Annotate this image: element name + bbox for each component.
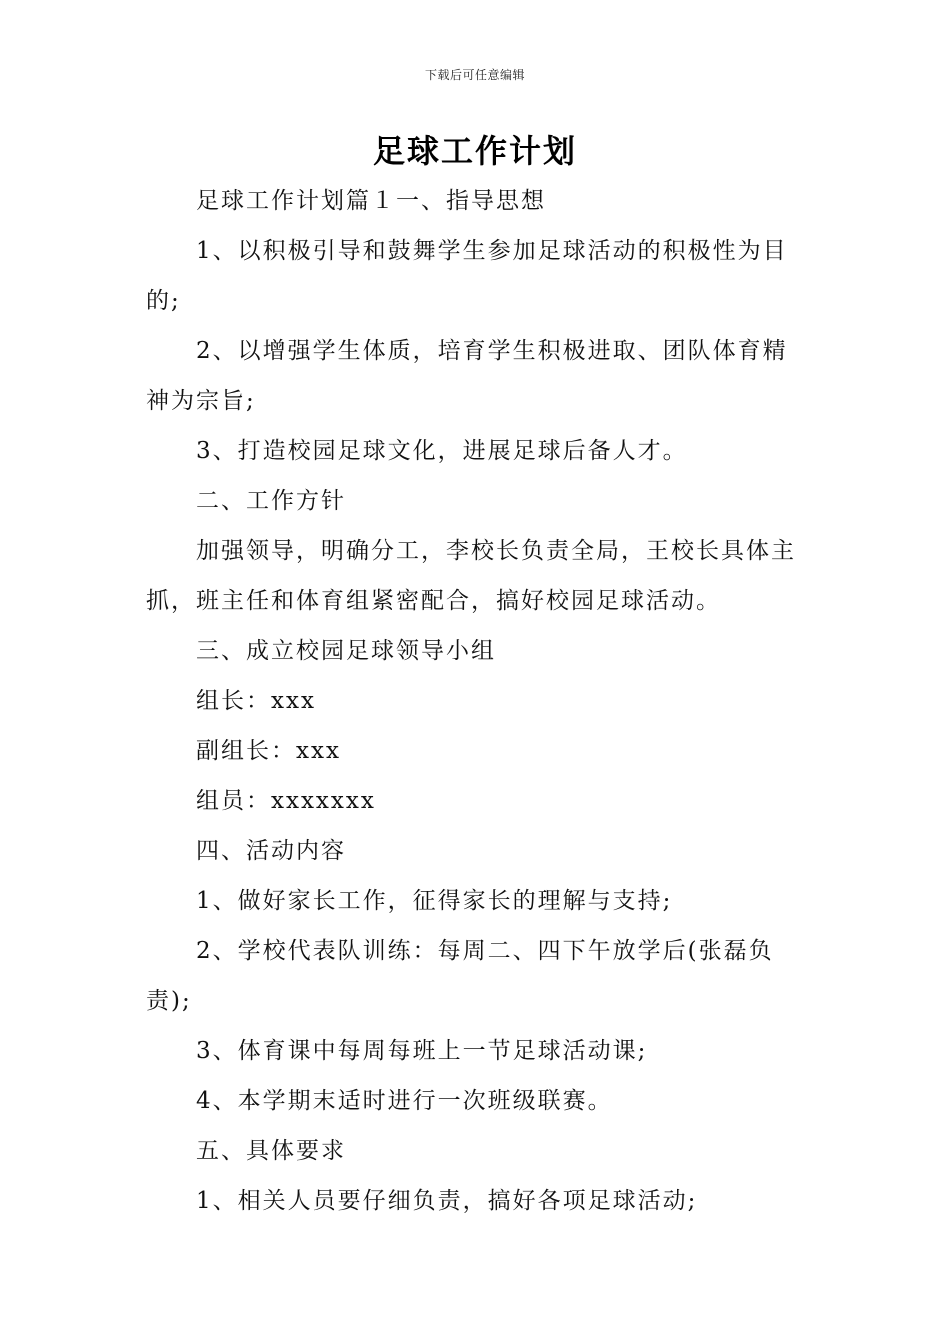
document-title: 足球工作计划 [372,132,577,170]
paragraph-requirement-1: 1、相关人员要仔细负责，搞好各项足球活动; [196,1188,698,1214]
paragraph-group-leader: 组长：xxx [196,688,316,714]
section-heading-activities: 四、活动内容 [196,838,346,864]
section-heading-work-policy: 二、工作方针 [196,488,346,514]
paragraph-activity-4: 4、本学期末适时进行一次班级联赛。 [196,1088,613,1114]
paragraph-deputy-leader: 副组长：xxx [196,738,341,764]
paragraph-activity-1: 1、做好家长工作，征得家长的理解与支持; [196,888,673,914]
paragraph-activity-3: 3、体育课中每周每班上一节足球活动课; [196,1038,648,1064]
paragraph-work-policy: 加强领导，明确分工，李校长负责全局，王校长具体主抓，班主任和体育组紧密配合，搞好校园足球活动。 [146,538,796,614]
paragraph-guideline-3: 3、打造校园足球文化，进展足球后备人才。 [196,438,688,464]
paragraph-activity-2: 2、学校代表队训练：每周二、四下午放学后(张磊负责); [146,938,774,1014]
paragraph-group-members: 组员：xxxxxxx [196,788,376,814]
section-heading-leadership-group: 三、成立校园足球领导小组 [196,638,496,664]
paragraph-guideline-2: 2、以增强学生体质，培育学生积极进取、团队体育精神为宗旨; [146,338,788,414]
paragraph-intro-heading: 足球工作计划篇１一、指导思想 [196,188,546,214]
section-heading-requirements: 五、具体要求 [196,1138,346,1164]
header-note: 下载后可任意编辑 [424,68,525,82]
document-body [146,176,808,1226]
paragraph-guideline-1: 1、以积极引导和鼓舞学生参加足球活动的积极性为目的; [146,238,788,314]
